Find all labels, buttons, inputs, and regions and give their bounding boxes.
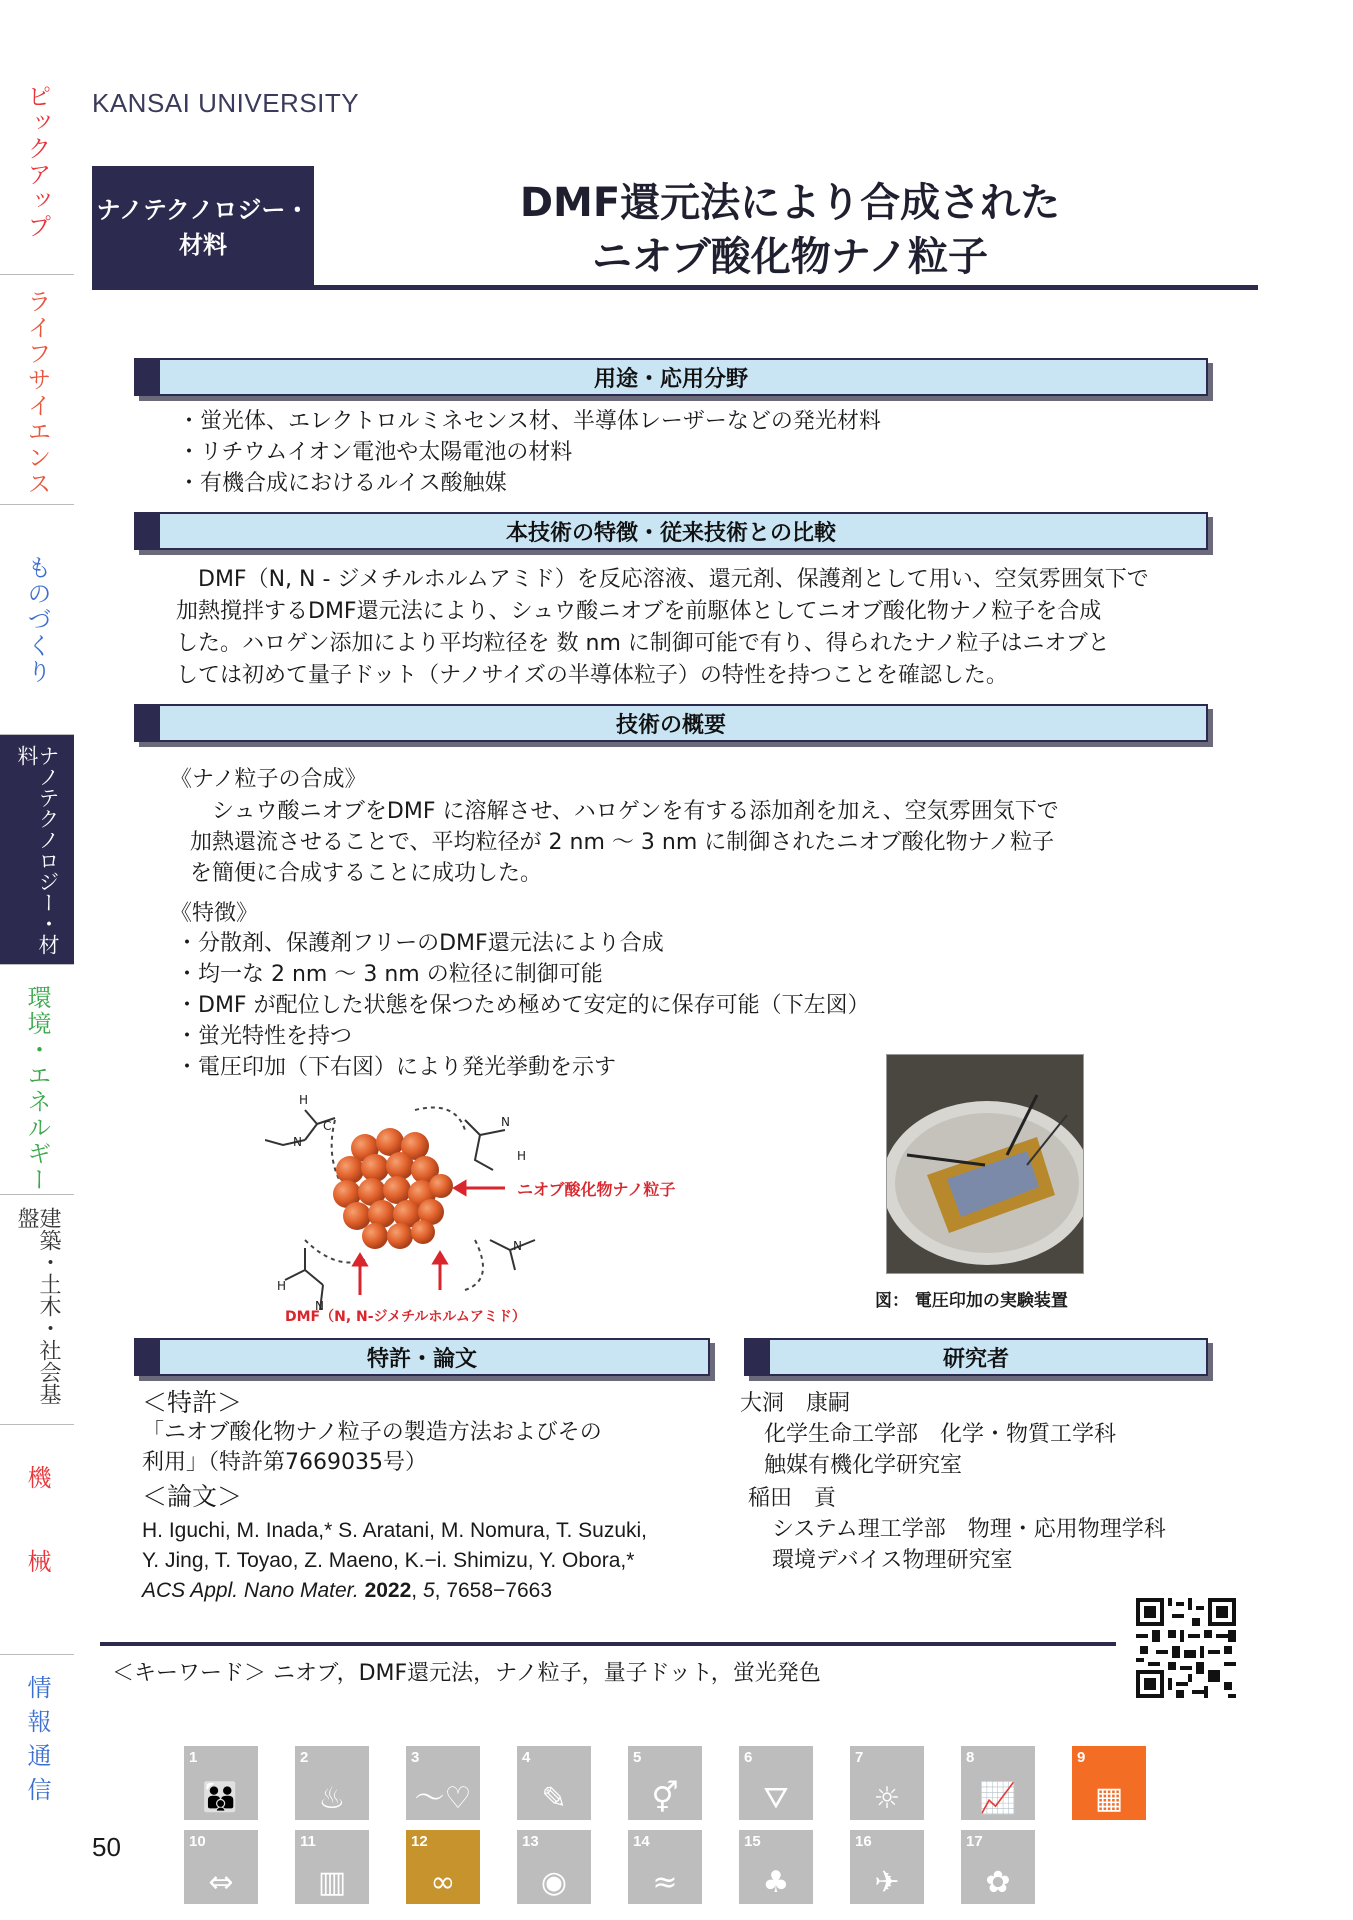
city-icon: ▥ — [317, 1865, 347, 1900]
patents-block — [142, 1388, 602, 1512]
journal-volume: 5 — [422, 1579, 435, 1602]
sdg-number: 8 — [966, 1749, 975, 1766]
list-item: ・電圧印加（下右図）により発光挙動を示す — [176, 1055, 617, 1080]
page-number: 50 — [92, 1832, 121, 1862]
sdg-2 — [295, 1746, 369, 1820]
side-tab-label: 情報通信 — [23, 1675, 51, 1811]
sdg-number: 14 — [633, 1833, 650, 1850]
sdg-4 — [517, 1746, 591, 1820]
figure-caption: 図： 電圧印加の実験装置 — [875, 1291, 1068, 1311]
bowl-icon: ♨ — [318, 1781, 346, 1816]
features-paragraph — [176, 564, 1149, 692]
paragraph-line: 加熱撹拌するDMF還元法により、シュウ酸ニオブを前駆体としてニオブ酸化物ナノ粒子を合成 — [176, 599, 1102, 624]
synthesis-title: 《ナノ粒子の合成》 — [170, 767, 367, 792]
sdg-number: 16 — [855, 1833, 872, 1850]
keywords: ＜キーワード＞ ニオブ，DMF還元法，ナノ粒子，量子ドット，蛍光発色 — [112, 1661, 821, 1686]
separator: , — [411, 1579, 423, 1602]
sdg-14 — [628, 1830, 702, 1904]
nanoparticle-diagram — [265, 1090, 745, 1330]
people-icon: 👪 — [202, 1781, 240, 1816]
sdg-6 — [739, 1746, 813, 1820]
section-heading-applications: 用途・応用分野 — [134, 358, 1208, 396]
sdg-number: 10 — [189, 1833, 206, 1850]
features-title: 《特徴》 — [170, 901, 259, 926]
list-item: ・リチウムイオン電池や太陽電池の材料 — [178, 440, 573, 465]
side-tab-monozukuri[interactable] — [0, 505, 74, 735]
nanoparticle-illustration — [265, 1090, 745, 1330]
sdg-10 — [184, 1830, 258, 1904]
sdg-8 — [961, 1746, 1035, 1820]
synthesis-paragraph — [190, 796, 1059, 889]
side-tab-label: 機 械 — [23, 1465, 51, 1591]
paragraph-line: した。ハロゲン添加により平均粒径を 数 nm に制御可能で有り、得られたナノ粒子はニオブと — [176, 631, 1110, 656]
particle-label: ニオブ酸化物ナノ粒子 — [517, 1180, 676, 1199]
overview-features-title — [170, 898, 258, 929]
svg-text:C: C — [323, 1119, 332, 1133]
section-heading-features: 本技術の特徴・従来技術との比較 — [134, 512, 1208, 550]
dmf-label: DMF（N, N-ジメチルホルムアミド） — [285, 1309, 526, 1325]
paper-title: ＜論文＞ — [142, 1482, 243, 1511]
patent-line: 「ニオブ酸化物ナノ粒子の製造方法およびその — [142, 1420, 602, 1445]
gender-icon: ⚥ — [651, 1781, 679, 1816]
sdg-number: 17 — [966, 1833, 983, 1850]
qr-code-graphic — [1136, 1598, 1236, 1698]
heartbeat-icon: 〜♡ — [414, 1781, 472, 1816]
apparatus-image — [887, 1055, 1084, 1274]
journal-pages: 7658−7663 — [446, 1579, 553, 1602]
sdg-number: 7 — [855, 1749, 864, 1766]
sdg-3 — [406, 1746, 480, 1820]
side-tab-life-science[interactable] — [0, 275, 74, 505]
researcher-dept: 化学生命工学部 化学・物質工学科 — [764, 1422, 1117, 1447]
list-item: ・均一な 2 nm ～ 3 nm の粒径に制御可能 — [176, 962, 603, 987]
patent-title: ＜特許＞ — [142, 1388, 243, 1417]
side-tab-ict[interactable] — [0, 1655, 74, 1830]
water-icon: ⛛ — [763, 1781, 789, 1816]
list-item: ・分散剤、保護剤フリーのDMF還元法により合成 — [176, 931, 664, 956]
overview-features-list — [176, 928, 870, 1083]
researcher-name: 大洞 康嗣 — [740, 1391, 851, 1416]
separator: , — [434, 1579, 447, 1602]
sdg-12 — [406, 1830, 480, 1904]
researcher-name: 稲田 貢 — [748, 1486, 837, 1511]
sdg-number: 15 — [744, 1833, 761, 1850]
category-line1: ナノテクノロジー・ — [96, 196, 310, 225]
category-badge — [92, 166, 314, 290]
citation-line: H. Iguchi, M. Inada,* S. Aratani, M. Nomura, T. Suzuki, — [142, 1519, 647, 1542]
list-item: ・蛍光体、エレクトロルミネセンス材、半導体レーザーなどの発光材料 — [178, 409, 881, 434]
fish-icon: ≈ — [652, 1865, 678, 1900]
sdg-number: 9 — [1077, 1749, 1086, 1766]
dove-icon: ✈ — [874, 1865, 900, 1900]
paragraph-line: シュウ酸ニオブをDMF に溶解させ、ハロゲンを有する添加剤を加え、空気雰囲気下で — [190, 799, 1059, 824]
paper-citation — [142, 1516, 647, 1606]
qr-code-icon[interactable] — [1136, 1598, 1236, 1698]
citation-line: Y. Jing, T. Toyao, Z. Maeno, K.−i. Shimizu, Y. Obora,* — [142, 1549, 635, 1572]
paragraph-line: しては初めて量子ドット（ナノサイズの半導体粒子）の特性を持つことを確認した。 — [176, 663, 1008, 688]
book-icon: ✎ — [541, 1781, 567, 1816]
title-line2: ニオブ酸化物ナノ粒子 — [592, 234, 988, 280]
svg-text:H: H — [277, 1279, 287, 1293]
svg-text:H: H — [517, 1149, 527, 1163]
tree-icon: ♣ — [762, 1865, 790, 1900]
sdg-1 — [184, 1746, 258, 1820]
patent-line: 利用」（特許第7669035号） — [142, 1450, 427, 1475]
side-tab-nanotech[interactable] — [0, 735, 74, 965]
sdg-number: 6 — [744, 1749, 753, 1766]
sdg-number: 4 — [522, 1749, 531, 1766]
rings-icon: ✿ — [985, 1865, 1011, 1900]
side-tab-label: ピックアップ — [23, 84, 51, 240]
sdg-number: 12 — [411, 1833, 428, 1850]
svg-text:N: N — [293, 1135, 302, 1149]
svg-text:N: N — [501, 1115, 510, 1129]
section-heading-patents: 特許・論文 — [134, 1338, 710, 1376]
paragraph-line: DMF（N, N - ジメチルホルムアミド）を反応溶液、還元剤、保護剤として用い、空気雰囲気下で — [176, 567, 1149, 592]
sdg-11 — [295, 1830, 369, 1904]
citation-line — [142, 1576, 647, 1606]
sdg-number: 1 — [189, 1749, 198, 1766]
side-tab-machinery[interactable] — [0, 1425, 74, 1655]
keywords-divider — [100, 1642, 1116, 1646]
sdg-15 — [739, 1830, 813, 1904]
applications-list — [178, 406, 881, 499]
apparatus-photo — [886, 1054, 1084, 1274]
sun-icon: ☼ — [873, 1781, 901, 1816]
cubes-icon: ▦ — [1094, 1781, 1124, 1816]
list-item: ・有機合成におけるルイス酸触媒 — [178, 471, 507, 496]
side-tab-label: 環境・エネルギー — [23, 985, 51, 1193]
sdg-5 — [628, 1746, 702, 1820]
researchers-block — [740, 1388, 1166, 1576]
side-tab-label: ライフサイエンス — [23, 289, 51, 497]
side-tab-pickup[interactable] — [0, 70, 74, 275]
university-name: KANSAI UNIVERSITY — [92, 88, 360, 118]
svg-text:H: H — [299, 1093, 309, 1107]
sdg-16 — [850, 1830, 924, 1904]
eye-globe-icon: ◉ — [540, 1865, 568, 1900]
sdg-number: 11 — [300, 1833, 316, 1850]
sdg-number: 3 — [411, 1749, 420, 1766]
side-tab-architecture[interactable] — [0, 1195, 74, 1425]
sdg-number: 5 — [633, 1749, 642, 1766]
growth-icon: 📈 — [979, 1781, 1017, 1816]
sdg-number: 2 — [300, 1749, 309, 1766]
list-item: ・DMF が配位した状態を保つため極めて安定的に保存可能（下左図） — [176, 993, 870, 1018]
synthesis-block — [170, 764, 366, 795]
sdg-13 — [517, 1830, 591, 1904]
researcher-lab: 触媒有機化学研究室 — [764, 1453, 963, 1478]
researcher-lab: 環境デバイス物理研究室 — [772, 1548, 1013, 1573]
nanoparticle-cluster — [333, 1128, 453, 1249]
infinity-icon: ∞ — [430, 1865, 456, 1900]
paragraph-line: を簡便に合成することに成功した。 — [190, 861, 543, 886]
svg-text:N: N — [315, 1299, 324, 1313]
title-divider — [92, 285, 1258, 290]
sdg-7 — [850, 1746, 924, 1820]
sdg-9 — [1072, 1746, 1146, 1820]
sdg-17 — [961, 1830, 1035, 1904]
section-heading-overview: 技術の概要 — [134, 704, 1208, 742]
page-title — [330, 176, 1250, 284]
section-heading-researchers: 研究者 — [744, 1338, 1208, 1376]
sdg-number: 13 — [522, 1833, 539, 1850]
researcher-dept: システム理工学部 物理・応用物理学科 — [772, 1517, 1166, 1542]
svg-text:N: N — [513, 1239, 522, 1253]
side-tab-environment[interactable] — [0, 965, 74, 1195]
title-line1: DMF還元法により合成された — [519, 180, 1061, 226]
journal-name: ACS Appl. Nano Mater. — [142, 1579, 359, 1602]
side-tab-label: ナノテクノロジー・材料 — [15, 745, 60, 955]
journal-year: 2022 — [364, 1579, 412, 1602]
side-tab-label: 建築・土木・社会基盤 — [14, 1207, 61, 1405]
paragraph-line: 加熱還流させることで、平均粒径が 2 nm ～ 3 nm に制御されたニオブ酸化物ナノ粒子 — [190, 830, 1055, 855]
side-tab-label: ものづくり — [23, 555, 51, 685]
category-line2: 材料 — [179, 231, 227, 259]
equality-icon: ⇔ — [208, 1865, 234, 1900]
list-item: ・蛍光特性を持つ — [176, 1024, 353, 1049]
